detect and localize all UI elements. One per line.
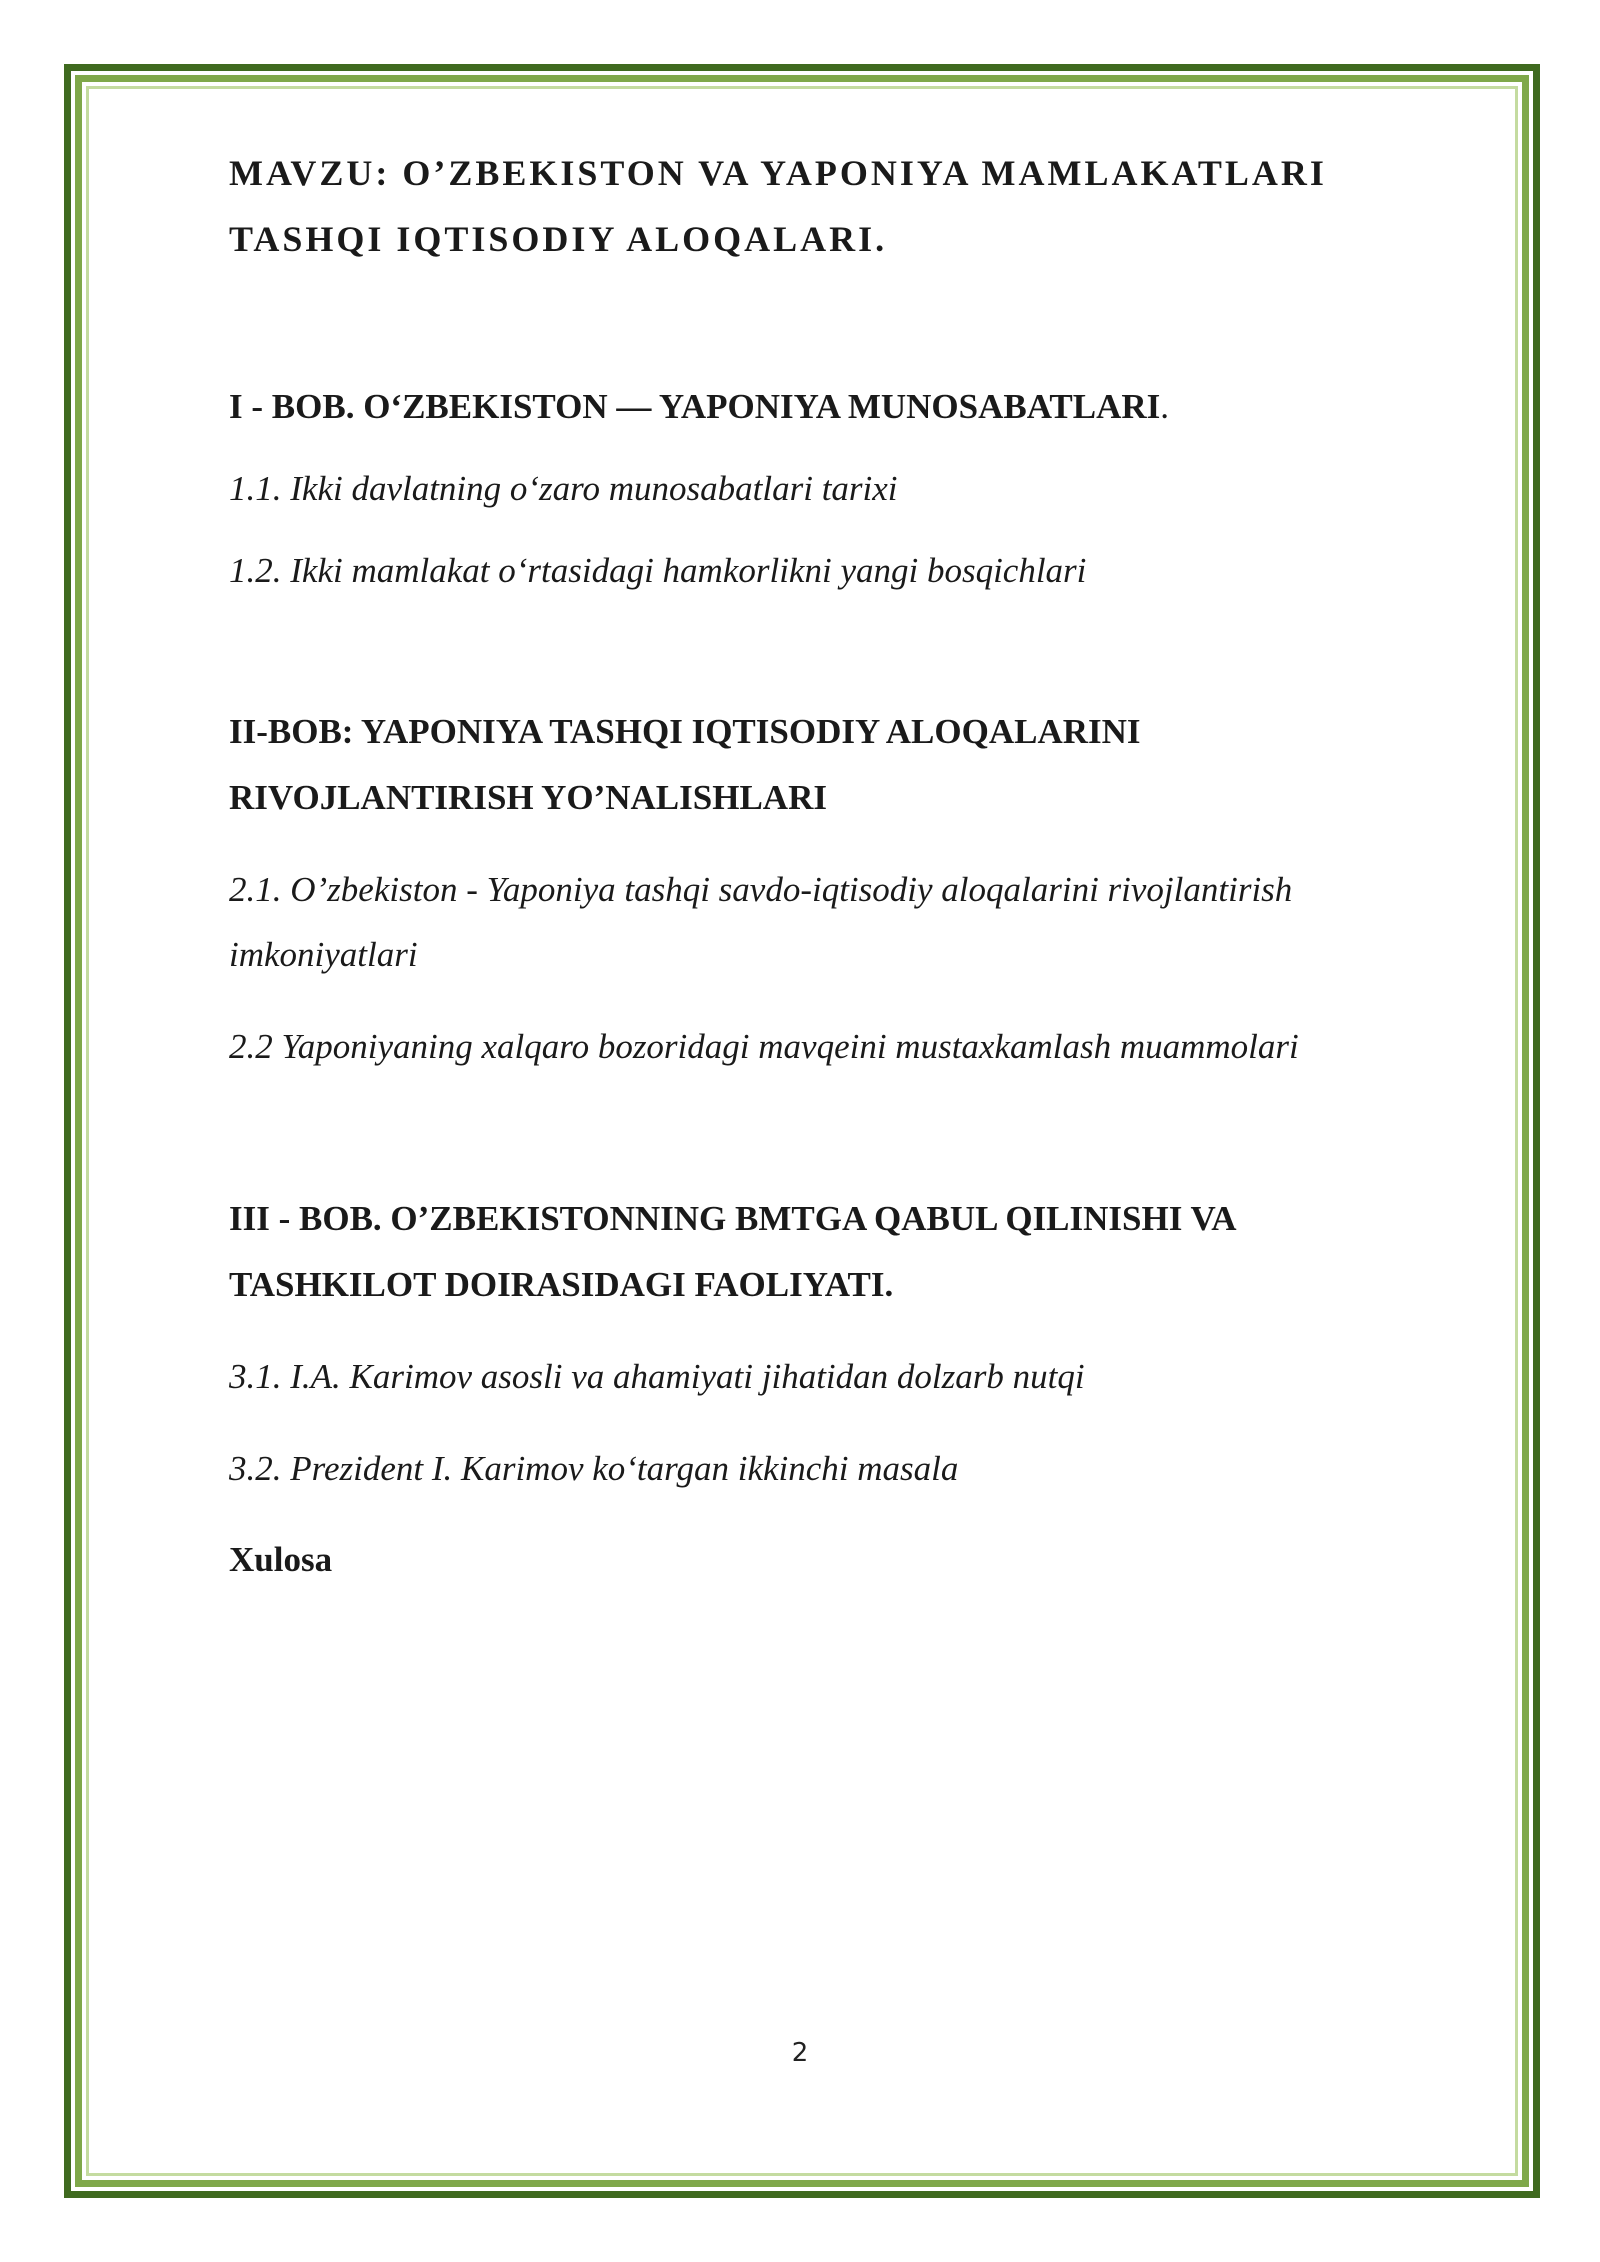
chapter-1-heading-period: . — [1160, 387, 1170, 426]
toc-item-2-1-line-1: 2.1. O’zbekiston - Yaponiya tashqi savdo-iqtisodiy aloqalarini rivojlantirish — [229, 870, 1293, 909]
page-border — [64, 64, 1540, 2198]
toc-item-3-1: 3.1. I.A. Karimov asosli va ahamiyati jihatidan dolzarb nutqi — [229, 1357, 1085, 1396]
toc-item-2-1-line-2: imkoniyatlari — [229, 935, 418, 974]
toc-item-1-2: 1.2. Ikki mamlakat o‘rtasidagi hamkorlikni yangi bosqichlari — [229, 551, 1087, 590]
document-title-line-2: TASHQI IQTISODIY ALOQALARI. — [229, 219, 888, 259]
document-title-line-1: MAVZU: O’ZBEKISTON VA YAPONIYA MAMLAKATLARI — [229, 153, 1327, 193]
chapter-2-heading-line-1: II-BOB: YAPONIYA TASHQI IQTISODIY ALOQALARINI — [229, 712, 1141, 751]
chapter-1-heading — [229, 387, 1169, 427]
toc-item-2-2: 2.2 Yaponiyaning xalqaro bozoridagi mavqeini mustaxkamlash muammolari — [229, 1027, 1299, 1066]
page-number: 2 — [791, 2038, 809, 2068]
chapter-2-heading-line-2: RIVOJLANTIRISH YO’NALISHLARI — [229, 778, 827, 817]
chapter-3-heading-line-2: TASHKILOT DOIRASIDAGI FAOLIYATI. — [229, 1265, 894, 1304]
chapter-3-heading-line-1: III - BOB. O’ZBEKISTONNING BMTGA QABUL QILINISHI VA — [229, 1199, 1237, 1238]
chapter-1-heading-text: I - BOB. O‘ZBEKISTON — YAPONIYA MUNOSABATLARI — [229, 387, 1161, 426]
conclusion-heading: Xulosa — [229, 1540, 333, 1579]
toc-item-1-1: 1.1. Ikki davlatning o‘zaro munosabatlari tarixi — [229, 469, 898, 508]
toc-item-3-2: 3.2. Prezident I. Karimov ko‘targan ikkinchi masala — [229, 1449, 959, 1488]
